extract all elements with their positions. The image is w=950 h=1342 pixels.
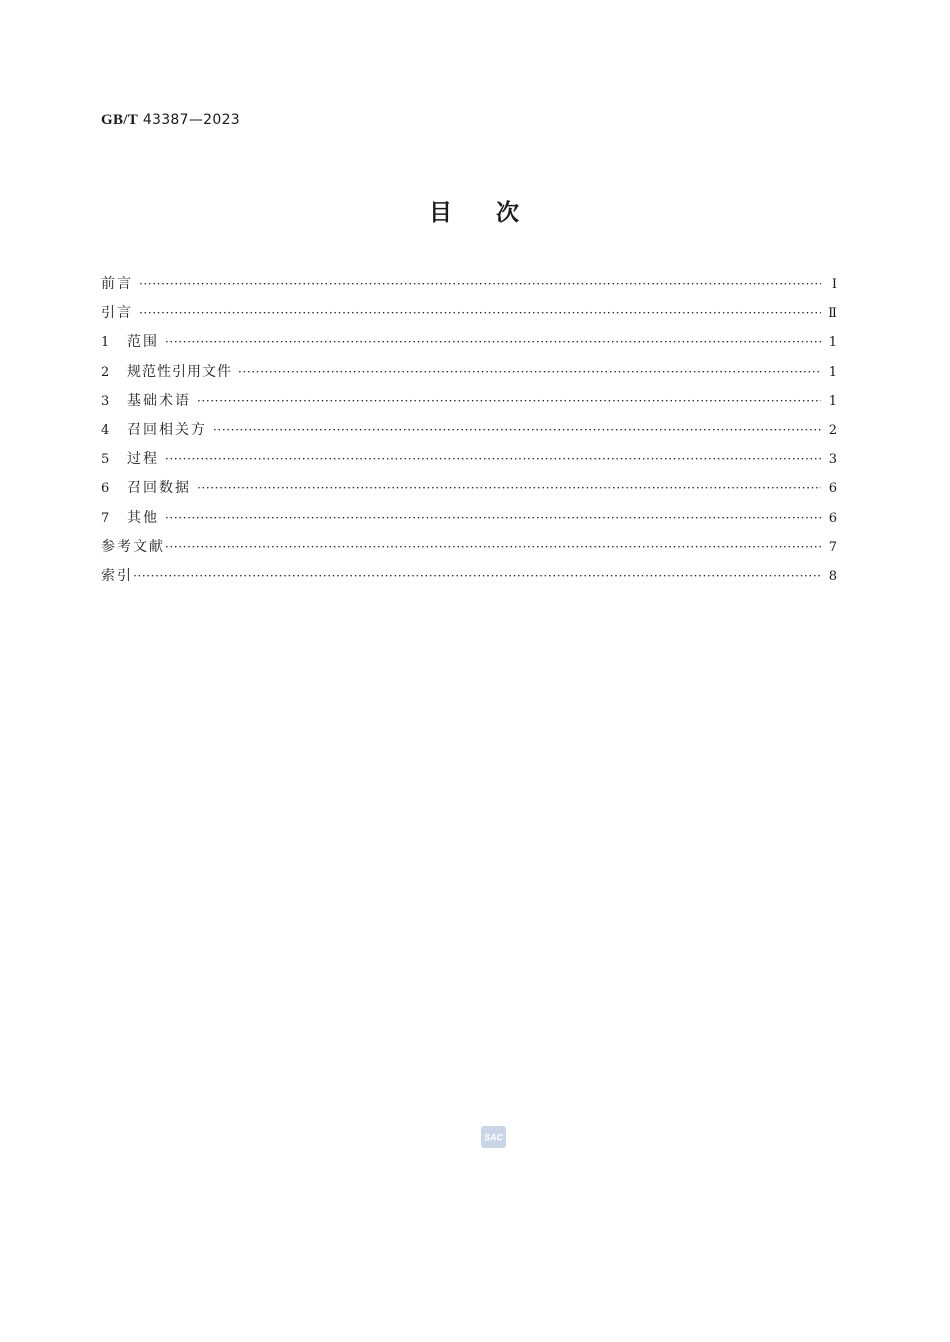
toc-entry-number: 6 [101, 481, 110, 497]
toc-entry-label: 其他 [127, 509, 159, 526]
toc-entry-page: 3 [828, 452, 837, 468]
toc-entry-others[interactable] [101, 507, 837, 536]
toc-entry-label: 索引 [101, 567, 133, 584]
toc-leader-dots [197, 477, 821, 499]
toc-leader-dots [139, 273, 821, 295]
toc-entry-page: 7 [828, 539, 837, 555]
toc-entry-bibliography[interactable] [101, 536, 837, 565]
toc-entry-label: 参考文献 [101, 538, 165, 555]
toc-entry-page: 6 [828, 481, 837, 497]
toc-title-part-2: 次 [496, 200, 521, 226]
toc-leader-dots [139, 302, 821, 324]
toc-entry-number: 7 [101, 510, 110, 526]
toc-entry-page: Ⅰ [831, 277, 837, 292]
toc-entry-recall-parties[interactable] [101, 419, 837, 448]
toc-entry-label: 基础术语 [127, 392, 191, 409]
toc-entry-normative-references[interactable] [101, 361, 837, 390]
toc-title-part-1: 目 [429, 200, 454, 226]
standard-prefix: GB/T [101, 112, 139, 128]
toc-entry-recall-data[interactable] [101, 477, 837, 506]
toc-entry-foreword[interactable] [101, 273, 837, 302]
toc-entry-introduction[interactable] [101, 302, 837, 331]
toc-entry-label: 规范性引用文件 [127, 363, 232, 380]
toc-entry-label: 前言 [101, 276, 133, 292]
toc-entry-label: 范围 [127, 334, 159, 351]
toc-entry-number: 3 [101, 393, 110, 409]
toc-entry-page: 1 [828, 364, 837, 380]
toc-entry-number: 1 [101, 335, 110, 351]
toc-leader-dots [165, 331, 821, 353]
standard-number: 43387—2023 [142, 112, 240, 128]
toc-leader-dots [165, 507, 821, 529]
toc-leader-dots [213, 419, 821, 441]
toc-entry-label: 召回相关方 [127, 421, 207, 438]
toc-leader-dots [165, 536, 821, 558]
toc-entry-page: 1 [828, 393, 837, 409]
toc-entry-basic-terms[interactable] [101, 390, 837, 419]
sac-logo-text: SAC [483, 1132, 504, 1143]
toc-title [0, 194, 950, 227]
toc-entry-label: 过程 [127, 451, 159, 468]
toc-entry-scope[interactable] [101, 331, 837, 360]
toc-entry-page: 6 [828, 510, 837, 526]
toc-entry-index[interactable] [101, 565, 837, 594]
toc-entry-process[interactable] [101, 448, 837, 477]
toc-entry-number: 2 [101, 364, 110, 380]
toc-leader-dots [133, 565, 821, 587]
toc-entry-label: 引言 [101, 305, 133, 322]
toc-leader-dots [197, 390, 821, 412]
toc-entry-number: 4 [101, 422, 110, 438]
toc-entry-page: 1 [828, 335, 837, 351]
toc-entry-page: Ⅱ [828, 306, 837, 322]
sac-logo-icon [481, 1126, 506, 1148]
toc-entry-label: 召回数据 [127, 480, 191, 497]
table-of-contents [101, 273, 837, 594]
sac-watermark-logo [481, 1126, 506, 1148]
toc-entry-number: 5 [101, 452, 110, 468]
toc-entry-page: 8 [828, 568, 837, 584]
toc-entry-page: 2 [828, 422, 837, 438]
standard-code [101, 112, 240, 129]
toc-leader-dots [238, 361, 821, 383]
toc-leader-dots [165, 448, 821, 470]
